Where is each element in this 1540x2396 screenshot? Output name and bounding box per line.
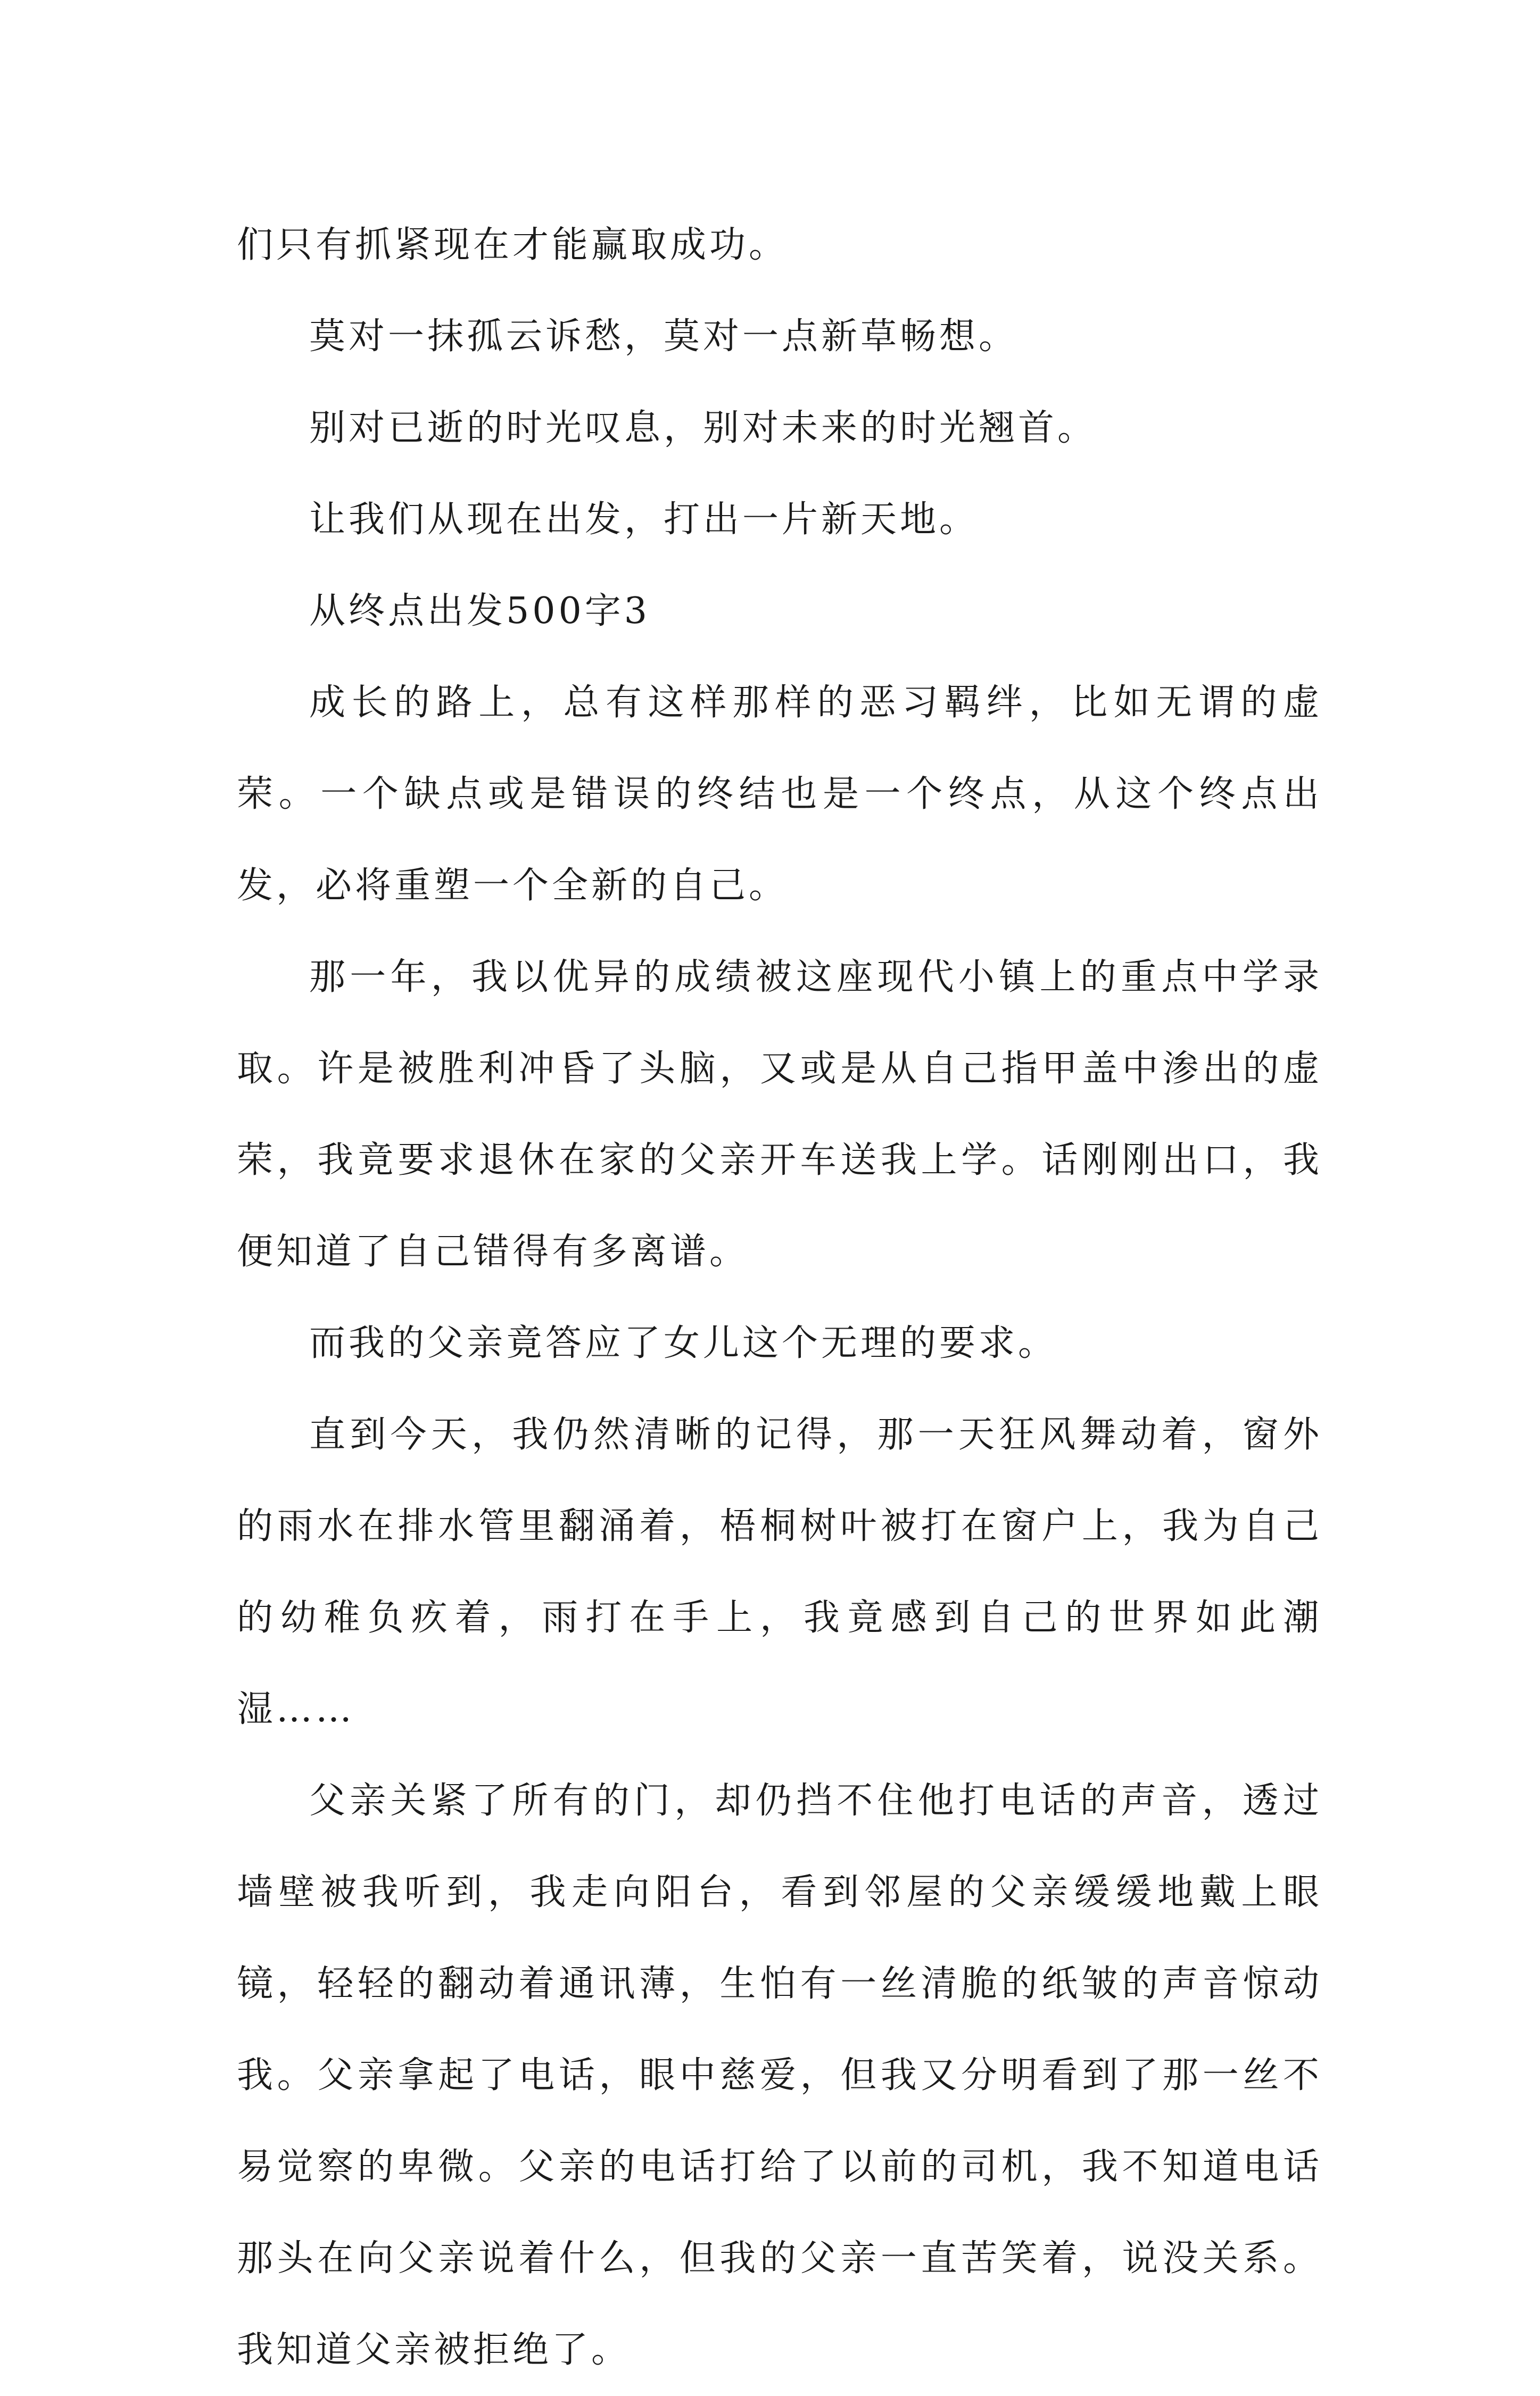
document-body (237, 200, 1322, 2396)
paragraph-10: 父亲关紧了所有的门，却仍挡不住他打电话的声音，透过墙壁被我听到，我走向阳台，看到邻屋的父亲缓缓地戴上眼镜，轻轻的翻动着通讯薄，生怕有一丝清脆的纸皱的声音惊动我。父亲拿起了电话，眼中慈爱，但我又分明看到了那一丝不易觉察的卑微。父亲的电话打给了以前的司机，我不知道电话那头在向父亲说着什么，但我的父亲一直苦笑着，说没关系。我知道父亲被拒绝了。 (237, 1780, 1322, 2371)
paragraph-7: 那一年，我以优异的成绩被这座现代小镇上的重点中学录取。许是被胜利冲昏了头脑，又或是从自己指甲盖中渗出的虚荣，我竟要求退休在家的父亲开车送我上学。话刚刚出口，我便知道了自己错得有多离谱。 (237, 956, 1322, 1273)
section-heading: 从终点出发500字3 (309, 590, 651, 632)
paragraph-2: 莫对一抹孤云诉愁，莫对一点新草畅想。 (309, 316, 1019, 358)
paragraph-8: 而我的父亲竟答应了女儿这个无理的要求。 (309, 1322, 1058, 1364)
paragraph-6: 成长的路上，总有这样那样的恶习羁绊，比如无谓的虚荣。一个缺点或是错误的终结也是一个终点，从这个终点出发，必将重塑一个全新的自己。 (237, 682, 1322, 907)
paragraph-3: 别对已逝的时光叹息，别对未来的时光翘首。 (309, 407, 1097, 449)
paragraph-4: 让我们从现在出发，打出一片新天地。 (309, 499, 979, 541)
paragraph-9: 直到今天，我仍然清晰的记得，那一天狂风舞动着，窗外的雨水在排水管里翻涌着，梧桐树叶被打在窗户上，我为自己的幼稚负疚着，雨打在手上，我竟感到自己的世界如此潮湿…… (237, 1414, 1322, 1730)
paragraph-1: 们只有抓紧现在才能赢取成功。 (237, 224, 789, 266)
